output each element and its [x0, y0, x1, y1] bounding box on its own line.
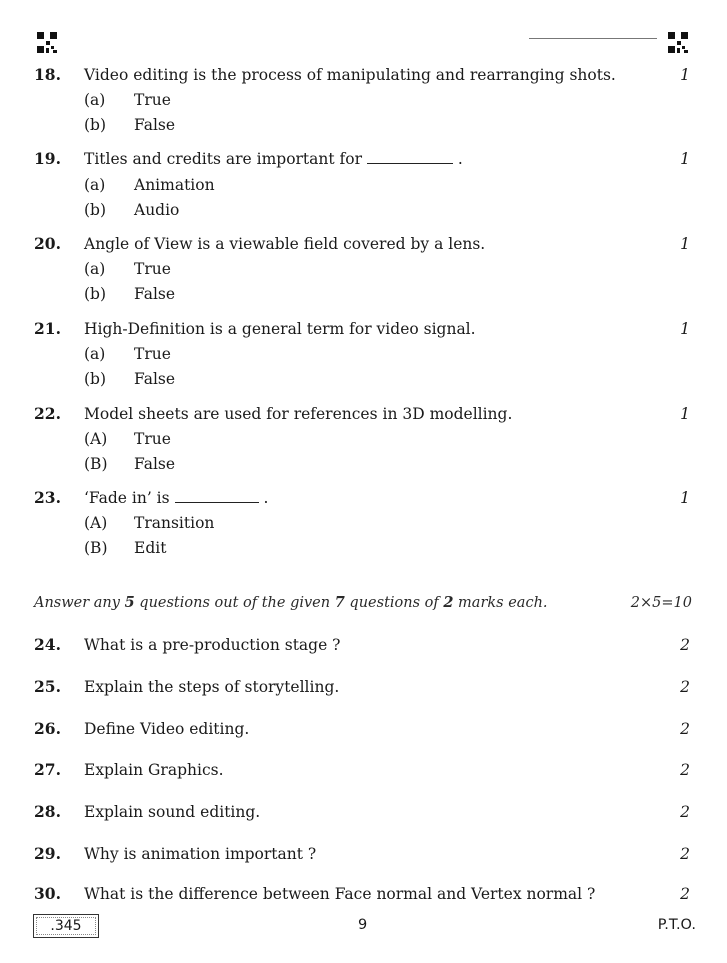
answer-blank: [367, 151, 453, 164]
question-number: 29.: [34, 844, 61, 863]
question-number: 27.: [34, 760, 61, 779]
question-mark: 2: [680, 678, 690, 696]
question-text: Angle of View is a viewable field covered by a lens.: [84, 235, 486, 253]
question-number: 18.: [34, 65, 61, 84]
option-text: False: [134, 370, 176, 388]
option-label: (a): [84, 345, 106, 363]
question-mark: 2: [680, 761, 690, 779]
option-label: (b): [84, 116, 107, 134]
question-number: 26.: [34, 719, 61, 738]
page-number: 9: [358, 917, 368, 933]
pto-label: P.T.O.: [657, 917, 696, 933]
question-mark: 2: [680, 803, 690, 821]
question-text: Explain sound editing.: [84, 803, 261, 821]
question-mark: 1: [680, 320, 690, 338]
option-label: (B): [84, 455, 108, 473]
question-text: Why is animation important ?: [84, 845, 317, 863]
option-text: Animation: [134, 176, 215, 194]
question-number: 25.: [34, 677, 61, 696]
option-text: False: [134, 455, 176, 473]
paper-code: .345: [33, 914, 99, 938]
option-text: Edit: [134, 539, 167, 557]
question-mark: 1: [680, 489, 690, 507]
answer-blank: [175, 490, 259, 503]
qr-code-icon: [668, 32, 688, 54]
question-text: What is the difference between Face normal and Vertex normal ?: [84, 885, 596, 903]
question-mark: 1: [680, 66, 690, 84]
question-number: 22.: [34, 404, 61, 423]
question-text: Model sheets are used for references in 3D modelling.: [84, 405, 513, 423]
question-number: 21.: [34, 319, 61, 338]
option-label: (B): [84, 539, 108, 557]
option-text: Audio: [134, 201, 180, 219]
option-text: True: [134, 260, 171, 278]
question-mark: 2: [680, 885, 690, 903]
question-number: 24.: [34, 635, 61, 654]
question-text: Explain Graphics.: [84, 761, 224, 779]
option-label: (b): [84, 285, 107, 303]
question-text: ‘Fade in’ is .: [84, 489, 269, 507]
question-mark: 2: [680, 636, 690, 654]
section-instruction: Answer any 5 questions out of the given 7 questions of 2 marks each. 2×5=10: [34, 594, 692, 611]
question-text: High-Definition is a general term for video signal.: [84, 320, 476, 338]
option-text: False: [134, 116, 176, 134]
question-mark: 2: [680, 720, 690, 738]
question-text: Video editing is the process of manipulating and rearranging shots.: [84, 66, 616, 84]
question-number: 20.: [34, 234, 61, 253]
question-number: 23.: [34, 488, 61, 507]
question-number: 19.: [34, 149, 61, 168]
option-text: True: [134, 430, 171, 448]
option-text: True: [134, 345, 171, 363]
question-number: 30.: [34, 884, 61, 903]
option-label: (b): [84, 201, 107, 219]
qr-code-icon: [37, 32, 57, 54]
option-label: (a): [84, 176, 106, 194]
question-text: Explain the steps of storytelling.: [84, 678, 340, 696]
option-label: (A): [84, 514, 108, 532]
option-label: (b): [84, 370, 107, 388]
option-text: False: [134, 285, 176, 303]
question-text: What is a pre-production stage ?: [84, 636, 341, 654]
section-marks: 2×5=10: [630, 595, 692, 611]
question-mark: 1: [680, 150, 690, 168]
option-label: (a): [84, 91, 106, 109]
question-text: Titles and credits are important for .: [84, 150, 463, 168]
header-rule: [529, 38, 657, 39]
option-text: Transition: [134, 514, 215, 532]
question-text: Define Video editing.: [84, 720, 250, 738]
option-text: True: [134, 91, 171, 109]
option-label: (a): [84, 260, 106, 278]
question-mark: 1: [680, 235, 690, 253]
question-mark: 2: [680, 845, 690, 863]
option-label: (A): [84, 430, 108, 448]
question-number: 28.: [34, 802, 61, 821]
question-mark: 1: [680, 405, 690, 423]
